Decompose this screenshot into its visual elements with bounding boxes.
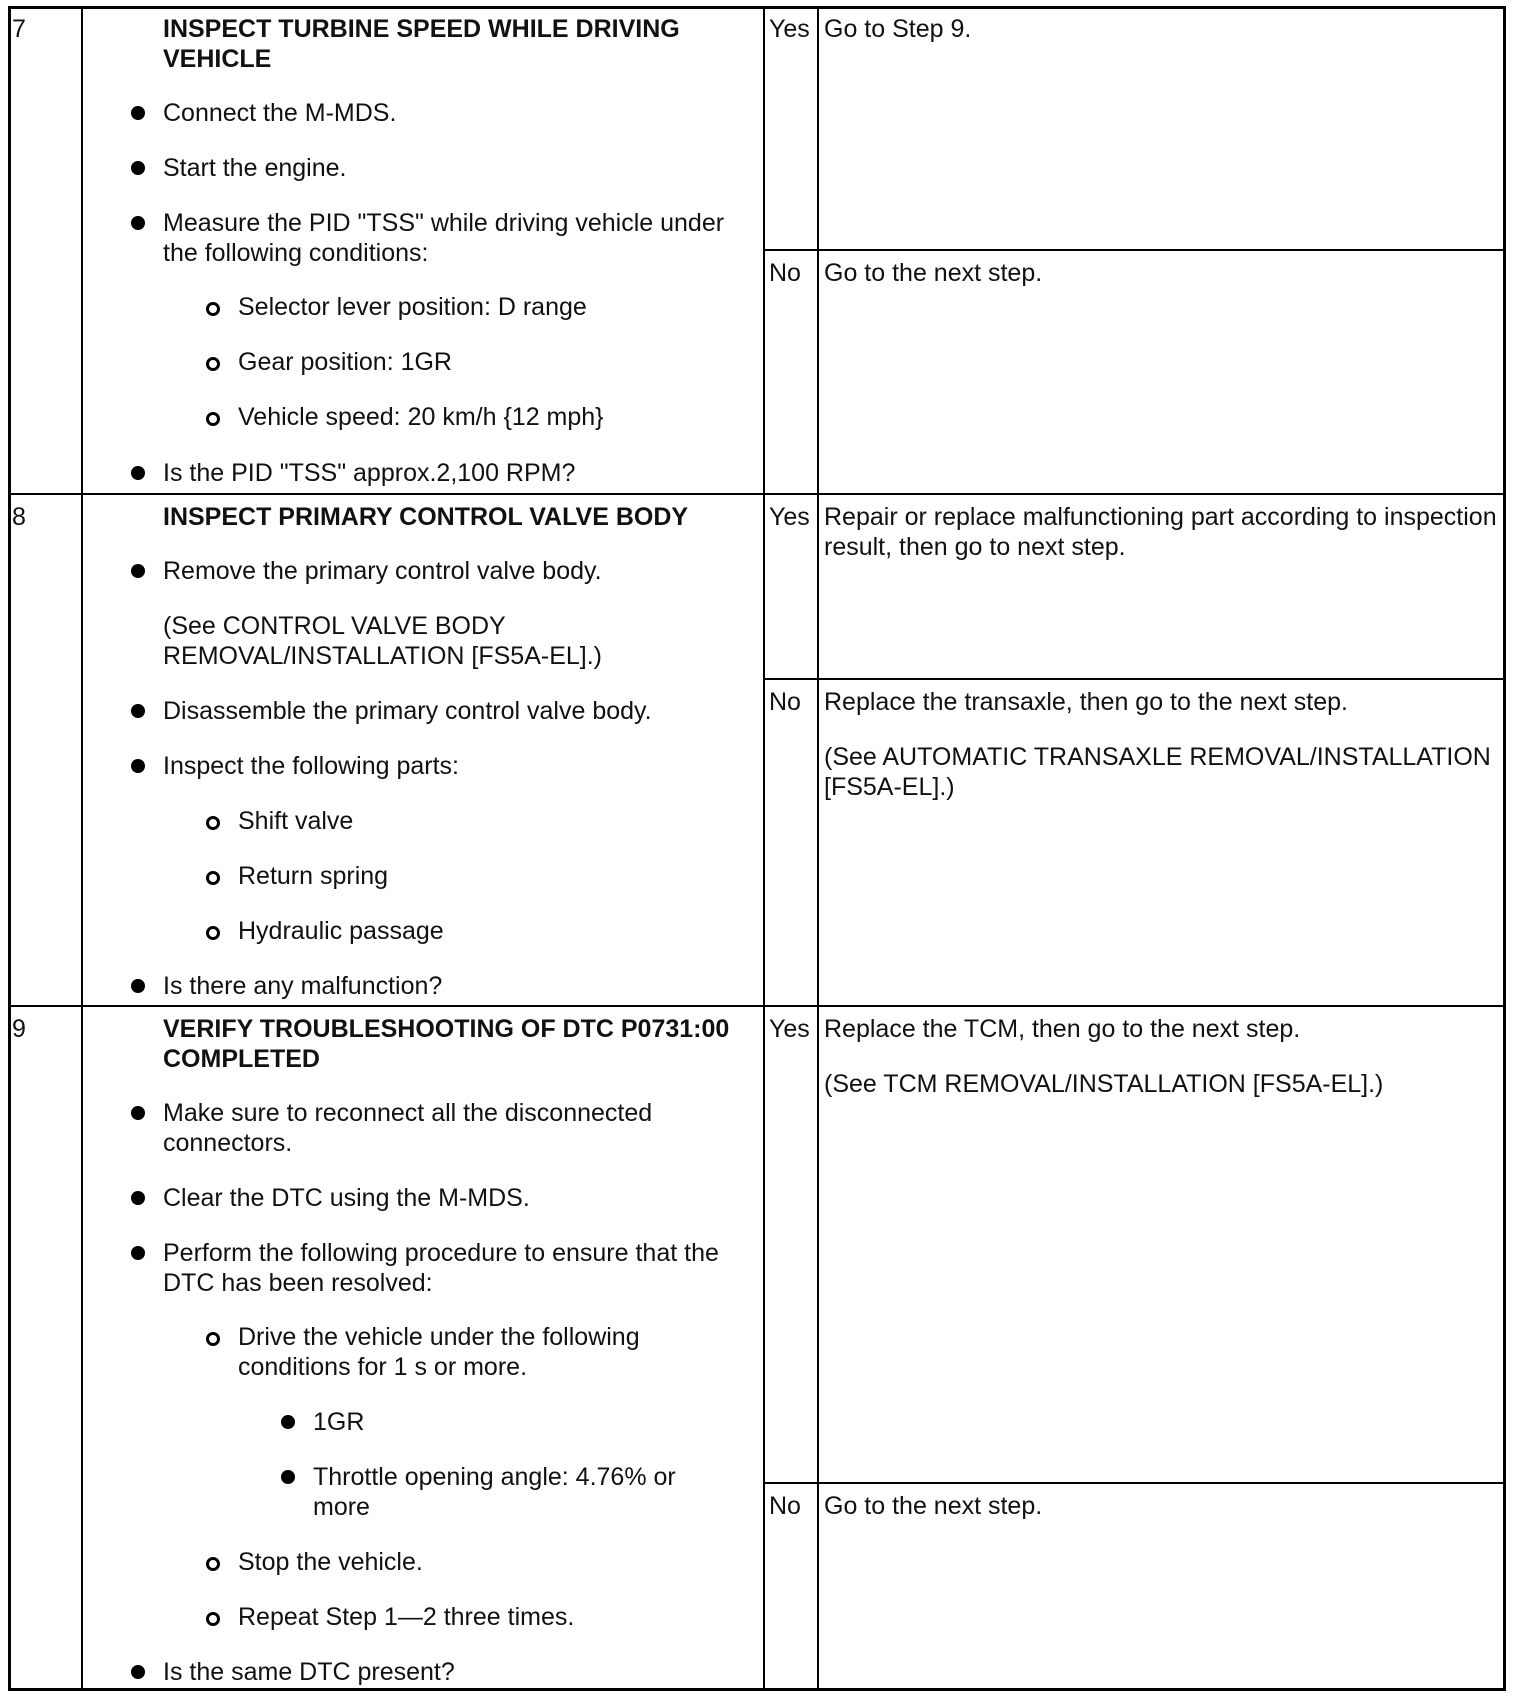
reference-text: (See TCM REMOVAL/INSTALLATION [FS5A-EL].) bbox=[824, 1070, 1384, 1098]
bullet-item: Remove the primary control valve body. bbox=[163, 557, 602, 585]
sub-bullet-item: Return spring bbox=[238, 862, 389, 890]
sub-bullet-icon bbox=[206, 1557, 220, 1571]
sub-bullet-item: Vehicle speed: 20 km/h {12 mph} bbox=[238, 403, 604, 431]
bullet-icon bbox=[131, 1106, 145, 1120]
sub-bullet-item: Stop the vehicle. bbox=[238, 1548, 423, 1576]
no-result: Go to the next step. bbox=[824, 1492, 1043, 1520]
yesno-divider-7 bbox=[763, 249, 1506, 251]
bullet-item: Disassemble the primary control valve body. bbox=[163, 697, 652, 725]
nested-bullet-item: 1GR bbox=[313, 1408, 365, 1436]
question: Is there any malfunction? bbox=[163, 972, 443, 1000]
bullet-icon bbox=[131, 704, 145, 718]
bullet-icon bbox=[131, 161, 145, 175]
sub-bullet-icon bbox=[206, 926, 220, 940]
bullet-icon bbox=[131, 1191, 145, 1205]
step-number: 9 bbox=[12, 1015, 26, 1043]
yes-result: Replace the TCM, then go to the next step. bbox=[824, 1015, 1301, 1043]
step-number: 8 bbox=[12, 503, 26, 531]
bullet-item: the following conditions: bbox=[163, 239, 429, 267]
step-heading: VERIFY TROUBLESHOOTING OF DTC P0731:00 bbox=[163, 1015, 730, 1043]
yes-result: result, then go to next step. bbox=[824, 533, 1126, 561]
bullet-item: Clear the DTC using the M-MDS. bbox=[163, 1184, 530, 1212]
yes-result: Repair or replace malfunctioning part according to inspection bbox=[824, 503, 1497, 531]
yesno-divider-9 bbox=[763, 1482, 1506, 1484]
no-result: Replace the transaxle, then go to the next step. bbox=[824, 688, 1348, 716]
row-divider-7-8 bbox=[8, 493, 1506, 495]
row-divider-8-9 bbox=[8, 1005, 1506, 1007]
sub-bullet-icon bbox=[206, 1332, 220, 1346]
bullet-icon bbox=[131, 466, 145, 480]
step-number: 7 bbox=[12, 15, 26, 43]
yes-label: Yes bbox=[769, 1015, 810, 1043]
nested-bullet-item: Throttle opening angle: 4.76% or bbox=[313, 1463, 676, 1491]
bullet-icon bbox=[131, 1246, 145, 1260]
reference-text: (See CONTROL VALVE BODY bbox=[163, 612, 506, 640]
bullet-icon bbox=[131, 979, 145, 993]
sub-bullet-icon bbox=[206, 357, 220, 371]
reference-text: (See AUTOMATIC TRANSAXLE REMOVAL/INSTALLATION bbox=[824, 743, 1491, 771]
bullet-item: Measure the PID "TSS" while driving vehicle under bbox=[163, 209, 725, 237]
sub-bullet-icon bbox=[206, 412, 220, 426]
yes-result: Go to Step 9. bbox=[824, 15, 972, 43]
no-label: No bbox=[769, 259, 801, 287]
column-divider-step bbox=[81, 6, 83, 1691]
sub-bullet-icon bbox=[206, 1612, 220, 1626]
nested-bullet-icon bbox=[281, 1415, 295, 1429]
bullet-icon bbox=[131, 106, 145, 120]
no-label: No bbox=[769, 1492, 801, 1520]
no-result: Go to the next step. bbox=[824, 259, 1043, 287]
sub-bullet-item: Shift valve bbox=[238, 807, 354, 835]
question: Is the same DTC present? bbox=[163, 1658, 455, 1686]
no-label: No bbox=[769, 688, 801, 716]
column-divider-yesno bbox=[817, 6, 819, 1691]
reference-text: REMOVAL/INSTALLATION [FS5A-EL].) bbox=[163, 642, 602, 670]
sub-bullet-item: Selector lever position: D range bbox=[238, 293, 587, 321]
sub-bullet-icon bbox=[206, 302, 220, 316]
column-divider-action bbox=[763, 6, 765, 1691]
sub-bullet-icon bbox=[206, 816, 220, 830]
bullet-icon bbox=[131, 216, 145, 230]
yes-label: Yes bbox=[769, 15, 810, 43]
bullet-icon bbox=[131, 564, 145, 578]
sub-bullet-item: Hydraulic passage bbox=[238, 917, 444, 945]
step-heading: COMPLETED bbox=[163, 1045, 320, 1073]
sub-bullet-item: Repeat Step 1—2 three times. bbox=[238, 1603, 575, 1631]
nested-bullet-icon bbox=[281, 1470, 295, 1484]
sub-bullet-item: conditions for 1 s or more. bbox=[238, 1353, 528, 1381]
sub-bullet-icon bbox=[206, 871, 220, 885]
bullet-item: connectors. bbox=[163, 1129, 293, 1157]
step-heading: INSPECT PRIMARY CONTROL VALVE BODY bbox=[163, 503, 689, 531]
bullet-icon bbox=[131, 1665, 145, 1679]
nested-bullet-item: more bbox=[313, 1493, 370, 1521]
question: Is the PID "TSS" approx.2,100 RPM? bbox=[163, 459, 576, 487]
sub-bullet-item: Drive the vehicle under the following bbox=[238, 1323, 640, 1351]
step-heading: INSPECT TURBINE SPEED WHILE DRIVING bbox=[163, 15, 680, 43]
sub-bullet-item: Gear position: 1GR bbox=[238, 348, 452, 376]
bullet-item: Perform the following procedure to ensure that the bbox=[163, 1239, 719, 1267]
bullet-item: Connect the M-MDS. bbox=[163, 99, 397, 127]
yes-label: Yes bbox=[769, 503, 810, 531]
bullet-item: Make sure to reconnect all the disconnected bbox=[163, 1099, 653, 1127]
bullet-item: DTC has been resolved: bbox=[163, 1269, 433, 1297]
yesno-divider-8 bbox=[763, 678, 1506, 680]
bullet-item: Inspect the following parts: bbox=[163, 752, 459, 780]
bullet-item: Start the engine. bbox=[163, 154, 347, 182]
bullet-icon bbox=[131, 759, 145, 773]
step-heading: VEHICLE bbox=[163, 45, 272, 73]
reference-text: [FS5A-EL].) bbox=[824, 773, 955, 801]
